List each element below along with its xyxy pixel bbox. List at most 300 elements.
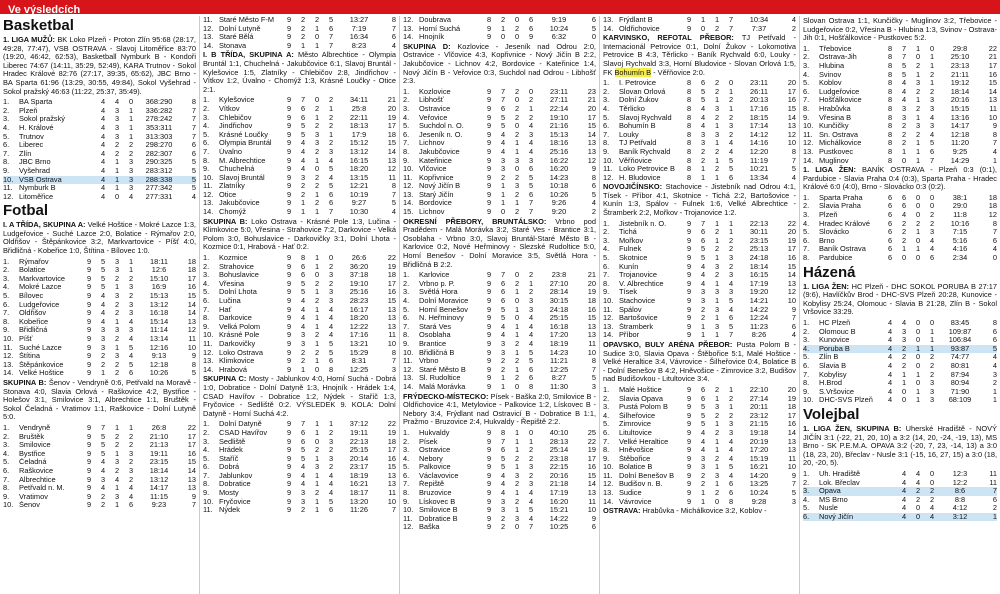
team-name: Jeseník n. O. <box>419 130 463 139</box>
stat-cell: 9 <box>486 373 492 383</box>
team-name: Bordovice <box>419 199 452 208</box>
stat-cell: 4 <box>700 427 706 437</box>
rank: 4. <box>403 296 410 305</box>
results-text: Mosty - Jablunkov 4:0, Horní Suchá - Dobrá 1:0, Dobratice - Dolní Datyně 1:3, Hnojník - Hrádek 1:4, CSAD Havířov - Dobratice 1:2, Nýdek - Staříč 1:3, Fryčovice - Sedliště 0:2. VÝSLEDEK 9. KOLA: Dolní Datyně - Horní Suchá 4:2. <box>203 374 396 418</box>
points: 4 <box>992 146 997 156</box>
points: 17 <box>187 273 196 283</box>
team-name: Věřňovice <box>619 156 652 165</box>
score: 16:21 <box>349 479 369 489</box>
score: 16:34 <box>349 32 369 42</box>
rank: 8. <box>403 488 410 498</box>
stat-cell: 9 <box>286 278 292 288</box>
stat-cell: 1 <box>728 218 734 228</box>
stat-cell: 2 <box>100 491 106 501</box>
score: 18:14 <box>749 261 769 271</box>
table-row <box>203 349 396 358</box>
competition-name: SKUPINA B: <box>3 377 47 387</box>
score: 278:242 <box>145 114 173 124</box>
rank: 7. <box>3 474 10 484</box>
stat-cell: 3 <box>728 427 734 437</box>
stat-cell: 1 <box>314 155 320 165</box>
stat-cell: 1 <box>929 60 935 70</box>
team-name: Břidličná <box>19 326 48 335</box>
stat-cell: 1 <box>915 112 921 122</box>
score: 18:20 <box>349 313 369 323</box>
score: 9:19 <box>551 16 567 24</box>
stat-cell: 1 <box>314 419 320 429</box>
results-text: Šenov - Vendryně 0:6, Petřvald na Moravě - Stonava 4:0, Slavia Orlová - Raškovice 4:2, Bystřice - Holešov 3:1, Smilovice 3:1, Albrechtice 1:1, Bruštěk - Sokol Čeladná - Vratimov 1:1, Raškovice - Dolní Lutyně 5:0. <box>3 377 196 422</box>
stat-cell: 1 <box>114 483 120 493</box>
stat-cell: 2 <box>528 453 534 463</box>
team-name: Kobylisy <box>819 370 847 379</box>
stat-cell: 8 <box>686 172 692 182</box>
rank: 3. <box>203 112 210 122</box>
table-row <box>803 157 997 166</box>
score: 23:15 <box>149 457 169 467</box>
stat-cell: 1 <box>714 313 720 323</box>
stat-cell: 2 <box>901 129 907 139</box>
points: 18 <box>387 436 396 446</box>
points: 7 <box>791 313 796 323</box>
points: 3 <box>791 496 796 506</box>
stat-cell: 9 <box>286 462 292 472</box>
team-name: Nusle <box>819 504 838 513</box>
score: 12:18 <box>950 129 970 139</box>
points: 8 <box>191 359 196 369</box>
stat-cell: 2 <box>328 261 334 271</box>
stat-cell: 1 <box>128 256 134 266</box>
stat-cell: 5 <box>728 164 734 174</box>
stat-cell: 9 <box>686 287 692 297</box>
rank: 10. <box>803 395 814 405</box>
stat-cell: 5 <box>300 287 306 297</box>
stat-cell: 2 <box>500 513 506 523</box>
rank: 11. <box>403 513 413 523</box>
stat-cell: 7 <box>328 40 334 50</box>
stat-cell: 4 <box>300 304 306 314</box>
rank: 1. <box>3 422 10 432</box>
stat-cell: 1 <box>714 445 720 455</box>
stat-cell: 4 <box>700 270 706 280</box>
points: 22 <box>387 253 396 263</box>
stat-cell: 5 <box>300 453 306 463</box>
team-name: BA Sparta <box>19 98 53 107</box>
score: 9:25 <box>952 146 968 156</box>
score: 26:6 <box>351 253 367 263</box>
rank: 13. <box>603 16 614 24</box>
points: 21 <box>988 52 997 62</box>
stat-cell: 2 <box>314 445 320 455</box>
score: 8:26 <box>751 330 767 340</box>
stat-cell: 1 <box>915 369 921 379</box>
stat-cell: 0 <box>314 32 320 42</box>
stat-cell: 1 <box>128 265 134 275</box>
points: 8 <box>591 356 596 366</box>
stat-cell: 2 <box>328 445 334 455</box>
table-row <box>603 16 796 25</box>
stat-cell: 6 <box>528 164 534 174</box>
points: 5 <box>191 174 196 184</box>
stat-cell: 3 <box>901 326 907 336</box>
points: 15 <box>587 121 596 131</box>
score: 12:24 <box>749 313 769 323</box>
score: 106:84 <box>948 335 972 345</box>
team-name: Suché Lazce <box>19 343 62 352</box>
stat-cell: 3 <box>700 462 706 472</box>
stat-cell: 8 <box>887 95 893 105</box>
stat-cell: 2 <box>528 270 534 280</box>
team-name: Zimrovice <box>619 420 652 429</box>
stat-cell: 5 <box>100 431 106 441</box>
stat-cell: 2 <box>314 121 320 131</box>
team-name: Oldřichovice <box>619 24 660 33</box>
stat-cell: 1 <box>714 218 720 228</box>
rank: 8. <box>603 138 610 148</box>
score: 6:32 <box>551 32 567 42</box>
stat-cell: 8 <box>887 138 893 148</box>
team-name: Ludgeřovice <box>819 87 860 96</box>
team-name: Kunín <box>619 262 639 271</box>
stat-cell: 0 <box>314 436 320 446</box>
team-name: Dolní Žukov <box>619 96 659 105</box>
stat-cell: 2 <box>528 445 534 455</box>
team-name: Hlubina <box>819 61 845 70</box>
rank: 12. <box>603 313 614 323</box>
stat-cell: 6 <box>328 198 334 208</box>
team-name: Slavia Opava <box>619 394 663 403</box>
stat-cell: 9 <box>486 112 492 122</box>
stat-cell: 1 <box>500 189 506 199</box>
team-name: Hrádek <box>219 446 243 455</box>
stat-cell: 1 <box>100 368 106 378</box>
stat-cell: 3 <box>714 470 720 480</box>
stat-cell: 7 <box>929 155 935 165</box>
stat-cell: 3 <box>128 465 134 475</box>
rank: 11. <box>603 164 613 174</box>
points: 13 <box>187 316 196 326</box>
stat-cell: 5 <box>728 321 734 331</box>
stat-cell: 1 <box>915 155 921 165</box>
stat-cell: 9 <box>686 321 692 331</box>
team-name: Bolatice B <box>619 463 653 472</box>
stat-cell: 2 <box>114 440 120 450</box>
stat-cell: 5 <box>700 86 706 96</box>
rank: 4. <box>3 448 10 458</box>
team-name: Krásné Loučky <box>219 130 268 139</box>
score: 22:13 <box>349 436 369 446</box>
stat-cell: 9 <box>486 270 492 280</box>
stat-cell: 8 <box>686 146 692 156</box>
table-row <box>203 96 396 105</box>
stat-cell: 9 <box>486 347 492 357</box>
stat-cell: 1 <box>114 316 120 326</box>
score: 22:10 <box>749 384 769 394</box>
score: 10:26 <box>149 368 169 378</box>
points: 4 <box>992 360 997 370</box>
stat-cell: 1 <box>714 419 720 429</box>
stat-cell: 4 <box>915 477 921 487</box>
rank: 12. <box>403 364 414 374</box>
score: 26:8 <box>151 422 167 432</box>
stat-cell: 4 <box>100 299 106 309</box>
score: 19:20 <box>749 287 769 297</box>
points: 14 <box>587 479 596 489</box>
stat-cell: 1 <box>128 422 134 432</box>
rank: 5. <box>803 227 810 237</box>
stat-cell: 0 <box>528 427 534 437</box>
stat-cell: 9 <box>686 445 692 455</box>
team-name: Zlín <box>19 149 32 158</box>
rank: 5. <box>203 129 210 139</box>
rank: 1. <box>603 78 610 88</box>
rank: 6. <box>203 138 210 148</box>
stat-cell: 2 <box>514 189 520 199</box>
score: 12:16 <box>149 342 169 352</box>
results-text: BANÍK OSTRAVA - Plzeň 0:3 (0:1), Pardubice - Slavia Praha 0:4 (0:3), Sparta Praha - Hradec Králové 6:0 (4:0), Brno - Slovácko 0:3 (0:2). <box>803 165 997 192</box>
stat-cell: 7 <box>500 86 506 96</box>
stat-cell: 5 <box>901 69 907 79</box>
rank: 12. <box>803 138 814 148</box>
points: 20 <box>587 278 596 288</box>
team-name: M. Albrechtice <box>219 156 266 165</box>
points: 19 <box>787 393 796 403</box>
stat-cell: 5 <box>328 496 334 506</box>
rank: 1. <box>803 318 810 327</box>
stat-cell: 8 <box>887 69 893 79</box>
stat-cell: 0 <box>514 270 520 280</box>
score: 16:18 <box>549 321 569 331</box>
score: 11:14 <box>150 325 168 335</box>
stat-cell: 1 <box>728 103 734 113</box>
stat-cell: 0 <box>915 335 921 345</box>
stat-cell: 0 <box>901 253 907 263</box>
score: 277:342 <box>145 183 173 193</box>
stat-cell: 2 <box>714 244 720 254</box>
stat-cell: 3 <box>700 287 706 297</box>
score: 23:18 <box>549 453 569 463</box>
points: 1 <box>992 511 997 521</box>
score: 12:18 <box>149 359 169 369</box>
stat-cell: 3 <box>314 462 320 472</box>
team-name: Slavia B <box>819 361 847 370</box>
stat-cell: 2 <box>300 356 306 366</box>
stat-cell: 9 <box>286 330 292 340</box>
stat-cell: 3 <box>714 261 720 271</box>
score: 15:15 <box>950 103 970 113</box>
stat-cell: 4 <box>887 369 893 379</box>
rank: 6. <box>603 121 610 131</box>
stat-cell: 8 <box>887 112 893 122</box>
score: 38:1 <box>952 192 968 202</box>
results-column <box>800 16 1000 594</box>
points: 17 <box>787 410 796 420</box>
score: 17:14 <box>749 121 769 131</box>
team-name: Hať <box>219 305 232 314</box>
stat-cell: 8 <box>887 78 893 88</box>
stat-cell: 5 <box>700 244 706 254</box>
stat-cell: 2 <box>528 470 534 480</box>
stat-cell: 9 <box>486 189 492 199</box>
rank: 5. <box>403 304 410 314</box>
competition-name: SKUPINA B: <box>203 216 248 226</box>
points: 22 <box>187 422 196 432</box>
score: 10:26 <box>549 189 569 199</box>
stat-cell: 1 <box>514 347 520 357</box>
rank: 5. <box>603 419 610 429</box>
stat-cell: 9 <box>686 453 692 463</box>
stat-cell: 2 <box>114 148 120 158</box>
rank: 5. <box>803 78 810 88</box>
stat-cell: 4 <box>901 210 907 220</box>
stat-cell: 6 <box>128 500 134 510</box>
competition-name: 1. LIGA MUŽŮ: <box>3 35 55 44</box>
stat-cell: 9 <box>486 496 492 506</box>
stat-cell: 4 <box>528 513 534 523</box>
points: 15 <box>387 138 396 148</box>
stat-cell: 2 <box>929 69 935 79</box>
points: 17 <box>387 278 396 288</box>
stat-cell: 1 <box>929 335 935 345</box>
stat-cell: 3 <box>714 321 720 331</box>
rank: 10. <box>203 330 214 340</box>
score: 12:3 <box>952 468 968 478</box>
points: 9 <box>591 513 596 523</box>
rank: 13. <box>403 189 414 199</box>
rank: 4. <box>203 278 210 288</box>
stat-cell: 3 <box>500 155 506 165</box>
stat-cell: 7 <box>328 32 334 42</box>
stat-cell: 4 <box>700 112 706 122</box>
score: 20:19 <box>749 436 769 446</box>
points: 7 <box>992 227 997 237</box>
table-row <box>3 493 196 502</box>
team-name: Baník Rychvald <box>619 147 671 156</box>
rank: 12. <box>403 522 414 532</box>
stat-cell: 7 <box>728 330 734 340</box>
stat-cell: 1 <box>514 198 520 208</box>
team-name: Mosty <box>219 489 239 498</box>
stat-cell: 6 <box>300 103 306 113</box>
points: 10 <box>787 296 796 305</box>
rank: 7. <box>203 470 210 480</box>
stat-cell: 5 <box>500 313 506 323</box>
rank: 4. <box>603 410 610 420</box>
score: 16:22 <box>549 155 569 165</box>
score: 16:17 <box>349 304 369 314</box>
stat-cell: 9 <box>286 95 292 105</box>
rank: 4. <box>3 122 10 132</box>
points: 6 <box>191 148 196 158</box>
stat-cell: 9 <box>286 313 292 323</box>
score: 34:11 <box>350 95 368 105</box>
team-name: Václavovice <box>419 471 459 480</box>
stat-cell: 0 <box>514 32 520 42</box>
score: 20:16 <box>950 95 970 105</box>
score: 25:15 <box>549 313 569 323</box>
stat-cell: 9 <box>486 287 492 297</box>
rank: 12. <box>3 191 14 201</box>
stat-cell: 0 <box>915 360 921 370</box>
points: 16 <box>787 253 796 263</box>
stat-cell: 7 <box>500 436 506 446</box>
table-row <box>803 254 997 263</box>
team-name: Ostrava-Jih <box>819 53 857 62</box>
team-name: Velké Heraltice <box>619 437 669 446</box>
results-paragraph <box>203 375 396 418</box>
stat-cell: 3 <box>314 129 320 139</box>
points: 7 <box>391 189 396 199</box>
stat-cell: 6 <box>328 505 334 515</box>
stat-cell: 9 <box>686 393 692 403</box>
stat-cell: 2 <box>901 138 907 148</box>
team-name: Nymburk B <box>19 184 56 193</box>
stat-cell: 0 <box>929 468 935 478</box>
stat-cell: 9 <box>486 470 492 480</box>
stat-cell: 7 <box>100 422 106 432</box>
stat-cell: 0 <box>915 326 921 336</box>
results-paragraph <box>3 221 196 255</box>
stat-cell: 6 <box>728 313 734 323</box>
points: 7 <box>191 500 196 510</box>
stat-cell: 2 <box>728 95 734 105</box>
team-name: Štítina <box>19 352 40 361</box>
stat-cell: 4 <box>700 121 706 131</box>
team-name: Vávrovice <box>619 497 652 506</box>
stat-cell: 9 <box>486 138 492 148</box>
table-row <box>403 25 596 34</box>
stat-cell: 4 <box>328 479 334 489</box>
score: 368:290 <box>145 97 173 107</box>
points: 5 <box>591 189 596 199</box>
points: 4 <box>992 352 997 362</box>
stat-cell: 0 <box>528 86 534 96</box>
stat-cell: 6 <box>887 244 893 254</box>
competition-name: FRÝDECKO-MÍSTECKO: <box>403 391 489 401</box>
score: 13:14 <box>149 334 169 343</box>
results-paragraph <box>603 34 796 77</box>
score: 11:21 <box>550 356 568 366</box>
stat-cell: 4 <box>100 183 106 193</box>
rank: 14. <box>603 23 614 33</box>
score: 28:13 <box>549 436 569 446</box>
stat-cell: 1 <box>915 227 921 237</box>
points: 14 <box>387 146 396 156</box>
score: 10:24 <box>549 23 569 33</box>
points: 11 <box>188 334 196 343</box>
table-row <box>203 506 396 515</box>
stat-cell: 9 <box>686 304 692 314</box>
team-name: Litultovice <box>619 428 652 437</box>
score: 17:16 <box>349 330 369 340</box>
score: 18:19 <box>549 338 569 348</box>
stat-cell: 5 <box>100 440 106 450</box>
stat-cell: 2 <box>300 16 306 24</box>
table-row <box>403 191 596 200</box>
score: 4:16 <box>952 244 968 254</box>
stat-cell: 6 <box>887 201 893 211</box>
points: 17 <box>787 244 796 254</box>
stat-cell: 2 <box>514 496 520 506</box>
stat-cell: 5 <box>300 129 306 139</box>
stat-cell: 4 <box>114 97 120 107</box>
stat-cell: 1 <box>714 95 720 105</box>
points: 13 <box>587 488 596 498</box>
stat-cell: 3 <box>714 129 720 139</box>
stat-cell: 1 <box>314 304 320 314</box>
stat-cell: 1 <box>929 78 935 88</box>
stat-cell: 2 <box>915 486 921 496</box>
stat-cell: 9 <box>286 479 292 489</box>
